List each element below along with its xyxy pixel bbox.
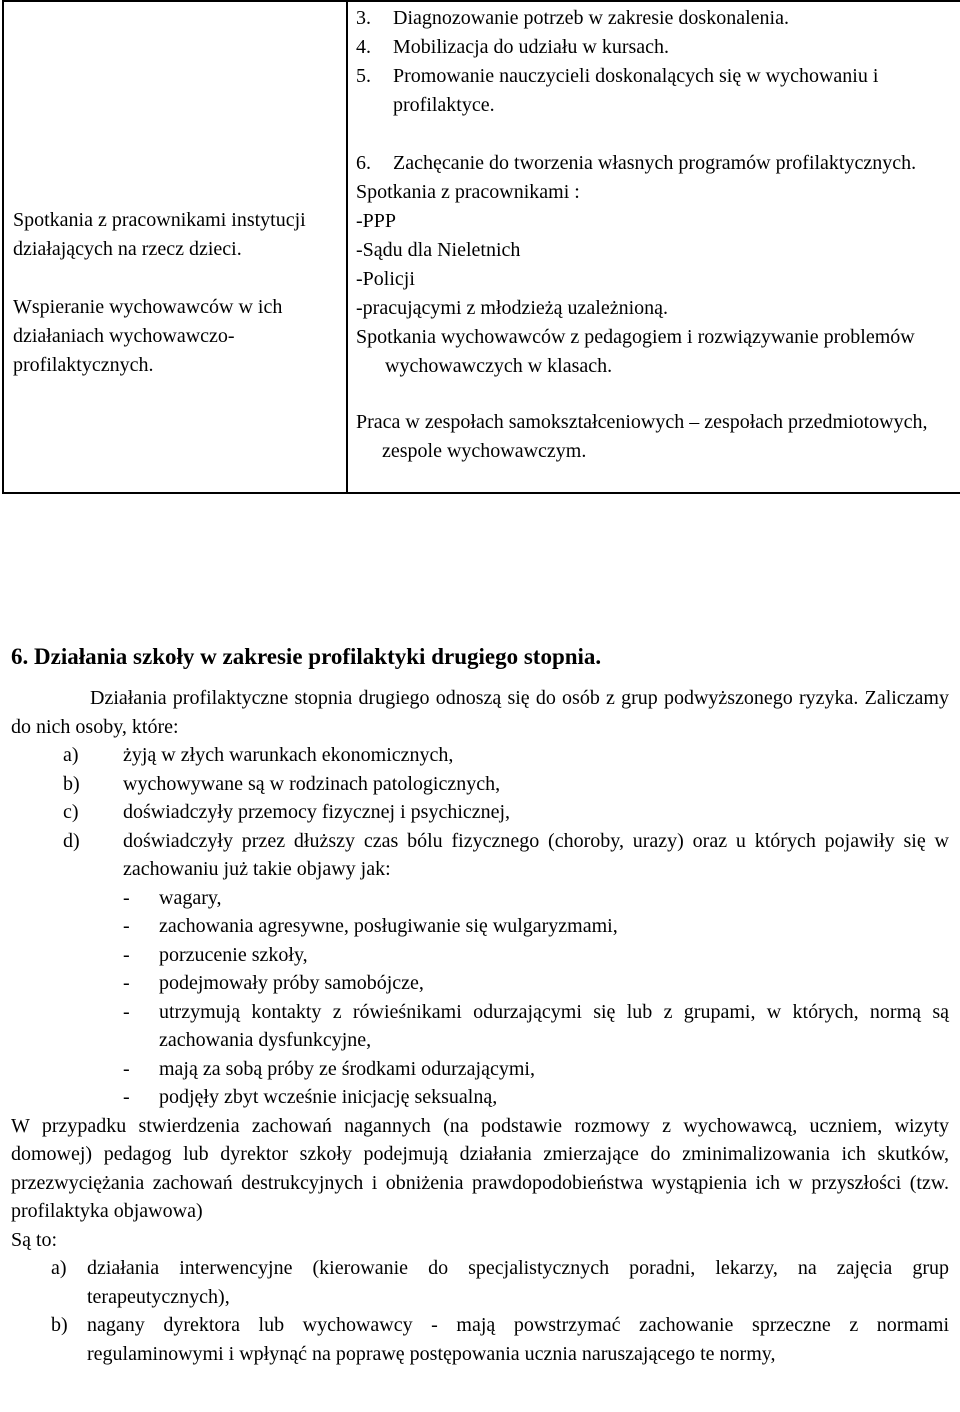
list-item <box>356 62 953 120</box>
meetings-title: Spotkania z pracownikami : <box>356 181 580 203</box>
list-item <box>11 969 949 998</box>
list-number: 4. <box>356 36 371 58</box>
list-item <box>11 827 949 884</box>
list-item <box>11 1083 949 1112</box>
list-label: d) <box>63 829 80 852</box>
list-item-text: wychowywane są w rodzinach patologicznych, <box>123 772 501 795</box>
list-dash: - <box>123 915 130 937</box>
list-label: b) <box>63 772 80 795</box>
list-item-text: Promowanie nauczycieli doskonalących się w wychowaniu i profilaktyce. <box>393 65 879 116</box>
meetings-item: -pracującymi z młodzieżą uzależnioną. <box>356 297 669 319</box>
list-label: a) <box>63 744 79 766</box>
list-label: a) <box>51 1257 67 1279</box>
actions-list <box>11 1254 949 1368</box>
list-item <box>11 1311 949 1368</box>
cell-paragraph: Spotkania wychowawców z pedagogiem i rozwiązywanie problemów wychowawczych w klasach. <box>356 326 915 377</box>
plan-table <box>2 0 960 494</box>
list-number: 3. <box>356 7 371 29</box>
list-item-text: porzucenie szkoły, <box>159 943 308 966</box>
list-item-text: utrzymują kontakty z rówieśnikami odurzającymi się lub z grupami, w których, normą są zachowania dysfunkcyjne, <box>159 1000 949 1051</box>
list-label: c) <box>63 801 79 823</box>
list-item-text: doświadczyły przemocy fizycznej i psychicznej, <box>123 801 511 823</box>
list-item <box>11 1055 949 1084</box>
meetings-item: -Policji <box>356 268 415 290</box>
list-item <box>356 33 953 62</box>
cell-paragraph: Praca w zespołach samokształceniowych – zespołach przedmiotowych, zespole wychowawczym. <box>356 411 928 462</box>
list-item-text: Zachęcanie do tworzenia własnych programów profilaktycznych. <box>393 152 917 174</box>
numbered-list <box>356 4 953 178</box>
list-item <box>11 884 949 913</box>
list-item-text: Diagnozowanie potrzeb w zakresie doskonalenia. <box>393 7 789 29</box>
risk-group-list <box>11 741 949 884</box>
section-heading: 6. Działania szkoły w zakresie profilaktyki drugiego stopnia. <box>11 644 602 669</box>
list-dash: - <box>123 1086 130 1108</box>
list-item <box>356 149 953 178</box>
list-dash: - <box>123 1000 130 1023</box>
list-item-text: działania interwencyjne (kierowanie do specjalistycznych poradni, lekarzy, na zajęcia grup terapeutycznych), <box>87 1257 949 1308</box>
list-item <box>356 4 953 33</box>
table-cell-tasks <box>3 1 347 493</box>
list-item <box>11 912 949 941</box>
table-row <box>3 1 960 493</box>
list-item-text: żyją w złych warunkach ekonomicznych, <box>123 744 454 766</box>
table-cell-methods <box>347 1 960 493</box>
list-number: 5. <box>356 65 371 87</box>
list-number: 6. <box>356 152 371 174</box>
list-item-text: podjęły zbyt wcześnie inicjację seksualną, <box>159 1086 498 1108</box>
list-item <box>11 998 949 1055</box>
list-dash: - <box>123 1057 130 1080</box>
list-item-text: mają za sobą próby ze środkami odurzającymi, <box>159 1057 535 1080</box>
list-item-text: zachowania agresywne, posługiwanie się wulgaryzmami, <box>159 915 618 937</box>
body-paragraph: W przypadku stwierdzenia zachowań nagannych (na podstawie rozmowy z wychowawcą, uczniem, wizyty domowej) pedagog lub dyrektor szkoły podejmują działania zmierzające do zminimalizowania ich skutków, przezwyciężania zachowań destrukcyjnych i obniżenia prawdopodobieństwa wystąpienia ich w przyszłości (tzw. profilaktyka objawowa) <box>11 1114 949 1222</box>
list-item <box>11 941 949 970</box>
cell-paragraph: Spotkania z pracownikami instytucji działających na rzecz dzieci. <box>13 209 306 260</box>
list-item-text: wagary, <box>159 886 222 909</box>
symptom-list <box>11 884 949 1112</box>
list-item <box>11 798 949 827</box>
list-item-text: Mobilizacja do udziału w kursach. <box>393 36 670 58</box>
section-secondary-prevention <box>11 642 949 1368</box>
list-label: b) <box>51 1314 68 1336</box>
list-item <box>11 1254 949 1311</box>
cell-paragraph: Wspieranie wychowawców w ich działaniach wychowawczo-profilaktycznych. <box>13 296 283 376</box>
list-dash: - <box>123 943 130 966</box>
meetings-item: -Sądu dla Nieletnich <box>356 239 521 261</box>
list-item-text: doświadczyły przez dłuższy czas bólu fizycznego (choroby, urazy) oraz u których pojawiły się w zachowaniu już takie objawy jak: <box>123 829 949 880</box>
sa-to-label: Są to: <box>11 1228 58 1251</box>
intro-paragraph: Działania profilaktyczne stopnia drugiego odnoszą się do osób z grup podwyższonego ryzyka. Zaliczamy do nich osoby, które: <box>11 687 949 738</box>
list-item <box>11 741 949 770</box>
list-item-text: podejmowały próby samobójcze, <box>159 972 424 994</box>
meetings-item: -PPP <box>356 210 397 232</box>
list-item <box>11 770 949 799</box>
list-dash: - <box>123 886 130 909</box>
list-item-text: nagany dyrektora lub wychowawcy - mają powstrzymać zachowanie sprzeczne z normami regulaminowymi i wpłynąć na poprawę postępowania ucznia naruszającego te normy, <box>87 1314 949 1365</box>
list-dash: - <box>123 972 130 994</box>
